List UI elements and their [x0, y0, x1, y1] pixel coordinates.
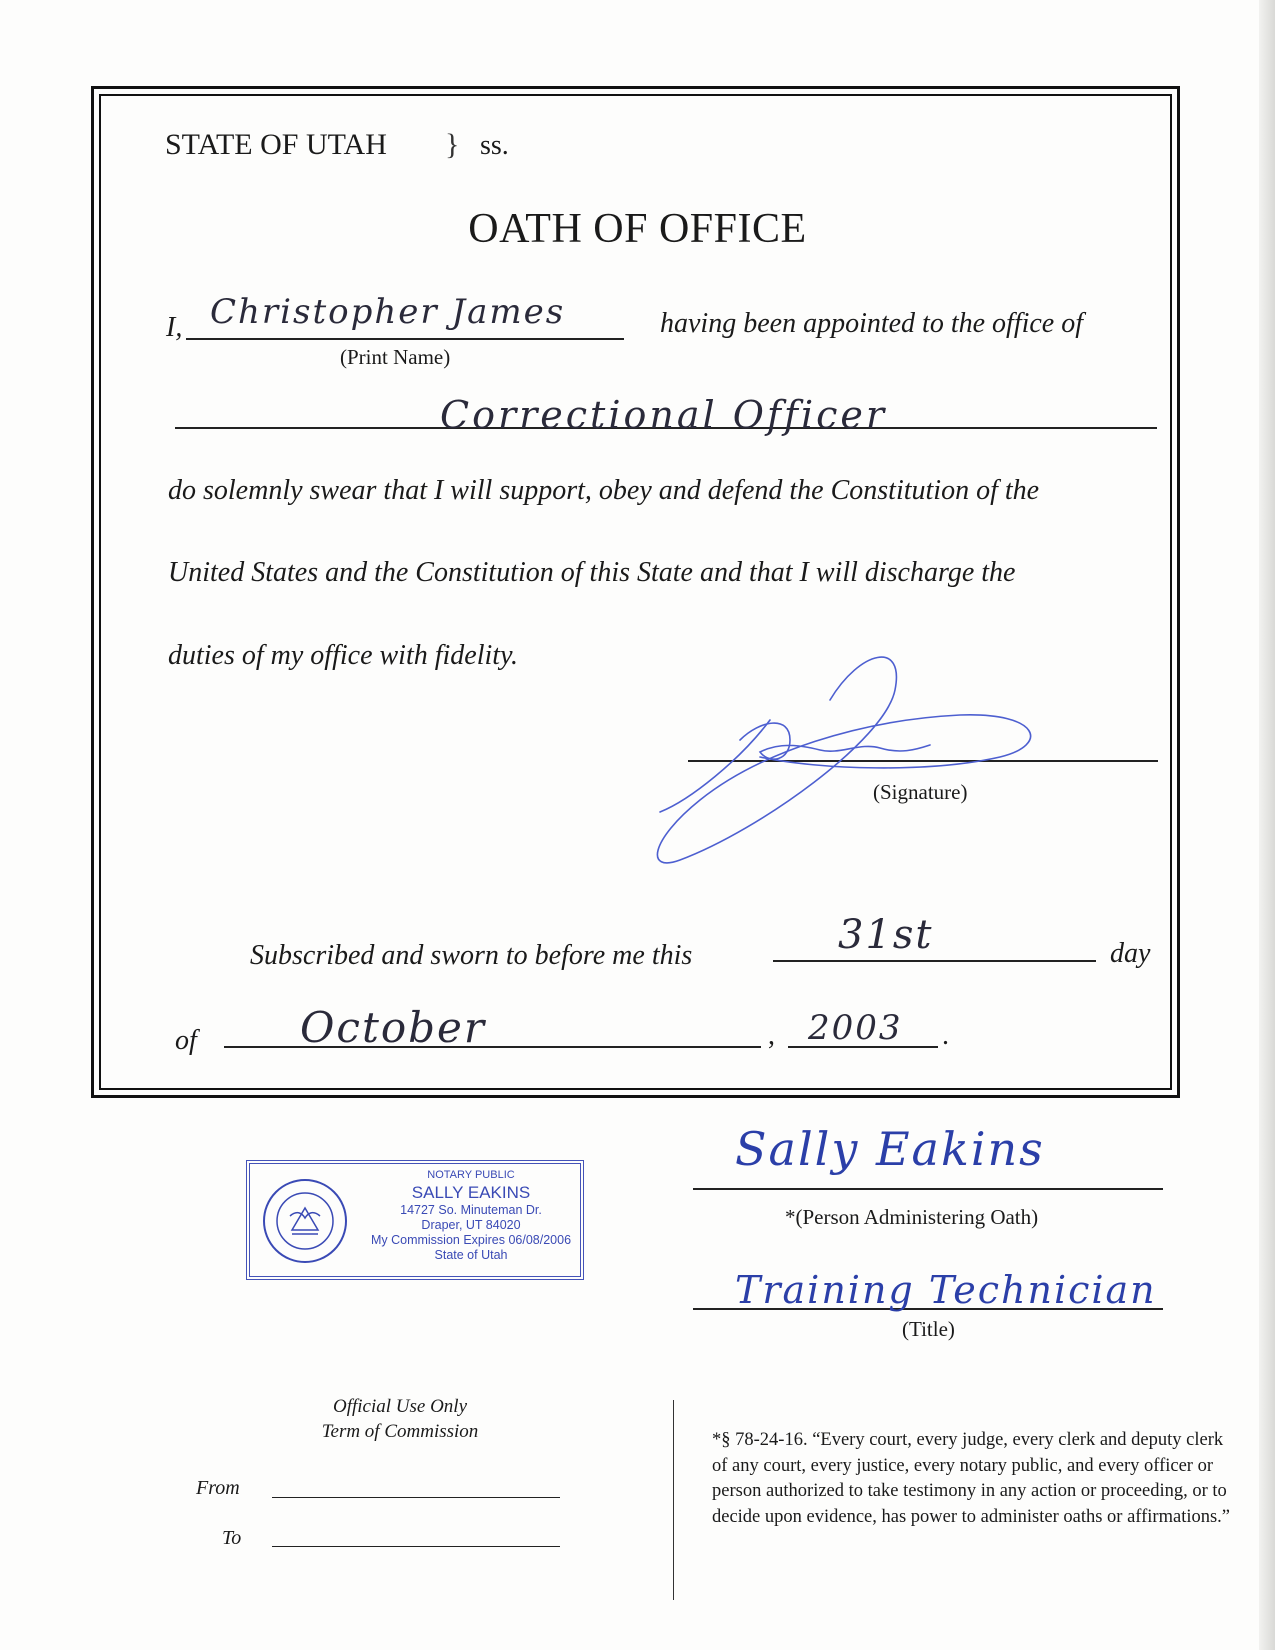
title-caption: (Title): [902, 1317, 955, 1341]
state-seal-icon: [262, 1178, 348, 1264]
from-label: From: [196, 1477, 240, 1499]
stamp-line-1: NOTARY PUBLIC: [427, 1169, 515, 1181]
name-line: [186, 338, 624, 340]
administrator-line: [693, 1188, 1163, 1190]
handwritten-administrator: Sally Eakins: [735, 1122, 1045, 1176]
oath-line-3: duties of my office with fidelity.: [168, 640, 518, 671]
appointed-text: having been appointed to the office of: [660, 308, 1084, 339]
from-line: [272, 1497, 560, 1498]
oath-line-2: United States and the Constitution of this State and that I will discharge the: [168, 557, 1016, 588]
stamp-text: [360, 1168, 582, 1263]
state-line: STATE OF UTAH: [165, 128, 387, 161]
handwritten-year: 2003: [808, 1008, 903, 1048]
day-line: [773, 960, 1096, 962]
handwritten-day: 31st: [838, 912, 934, 958]
handwritten-title: Training Technician: [735, 1268, 1157, 1312]
of-word: of: [175, 1025, 197, 1056]
i-label: I,: [166, 312, 183, 343]
print-name-caption: (Print Name): [340, 345, 451, 369]
handwritten-name: Christopher James: [210, 292, 566, 332]
ss-label: ss.: [480, 130, 509, 161]
date-period: .: [942, 1020, 949, 1051]
footer-divider: [673, 1400, 674, 1600]
stamp-line-3: 14727 So. Minuteman Dr.: [400, 1203, 542, 1217]
to-line: [272, 1546, 560, 1547]
day-word: day: [1110, 938, 1151, 969]
handwritten-month: October: [300, 1003, 486, 1052]
stamp-line-4: Draper, UT 84020: [421, 1218, 521, 1232]
oath-line-1: do solemnly swear that I will support, obey and defend the Constitution of the: [168, 475, 1040, 506]
stamp-line-5: My Commission Expires 06/08/2006: [370, 1233, 572, 1247]
date-comma: ,: [768, 1020, 775, 1051]
official-use-line-2: Term of Commission: [321, 1421, 479, 1442]
official-use-line-1: Official Use Only: [332, 1396, 468, 1417]
subscribed-text: Subscribed and sworn to before me this: [250, 940, 693, 971]
document-title: OATH OF OFFICE: [468, 206, 807, 252]
stamp-line-6: State of Utah: [434, 1248, 508, 1262]
state-brace: }: [445, 128, 460, 161]
to-label: To: [222, 1527, 242, 1549]
signature-caption: (Signature): [873, 780, 968, 804]
notary-stamp: [246, 1160, 584, 1280]
administering-caption: *(Person Administering Oath): [785, 1205, 1039, 1229]
stamp-line-2: SALLY EAKINS: [411, 1183, 531, 1202]
statute-note: *§ 78-24-16. “Every court, every judge, every clerk and deputy clerk of any court, every justice, every notary public, and every officer or person authorized to take testimony in any action or proceeding, or to decide upon evidence, has power to administer oaths or affirmations.”: [712, 1430, 1231, 1527]
handwritten-office: Correctional Officer: [440, 393, 888, 437]
official-use-heading: [300, 1394, 500, 1444]
signature-line: [688, 760, 1158, 762]
